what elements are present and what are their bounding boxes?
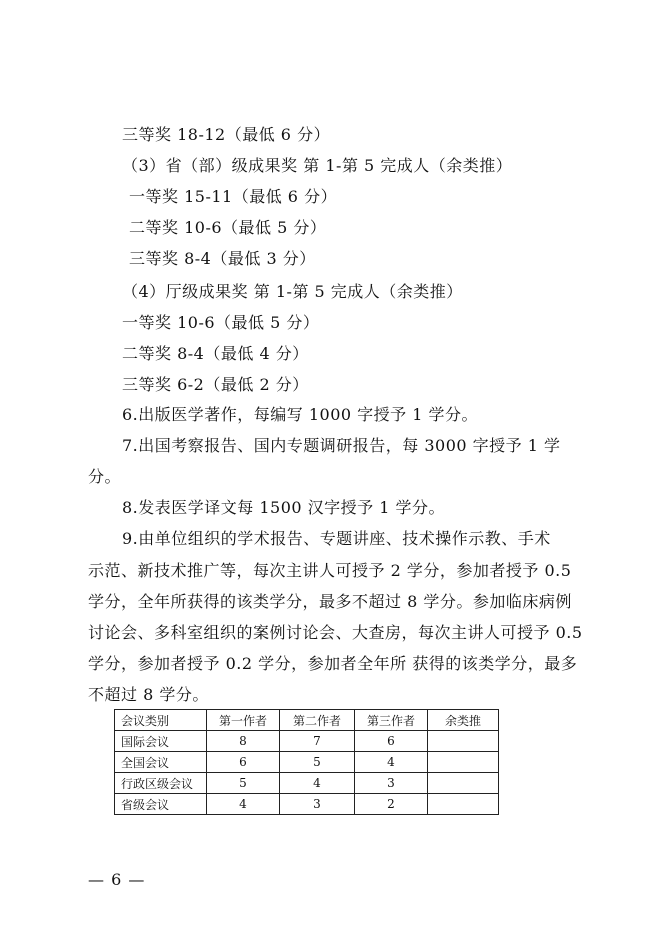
item-9-body: 示范、新技术推广等，每次主讲人可授予 2 学分，参加者授予 0.5 学分，全年所获得的该类学分，最多不超过 8 学分。参加临床病例讨论会、多科室组织的案例讨论会、大查房，每次主讲人可授予 0.5 学分，参加者授予 0.2 学分，参加者全年所 获得的该类学分，最多不超过 8 学分。 — [88, 561, 583, 704]
provincial-award-third: 三等奖 8-4（最低 3 分） — [129, 249, 316, 268]
table-header-cell: 会议类别 — [115, 710, 207, 731]
item-6-text: 6.出版医学著作，每编写 1000 字授予 1 学分。 — [122, 405, 479, 424]
table-cell: 行政区级会议 — [115, 773, 207, 794]
table-cell — [428, 794, 499, 815]
department-award-third: 三等奖 6-2（最低 2 分） — [122, 375, 309, 394]
page-number: — 6 — — [88, 870, 146, 889]
table-cell: 8 — [207, 731, 280, 752]
table-cell: 5 — [207, 773, 280, 794]
table-cell: 3 — [355, 773, 428, 794]
table-cell — [428, 773, 499, 794]
table-cell: 4 — [280, 773, 355, 794]
table-cell: 6 — [355, 731, 428, 752]
table-cell: 3 — [280, 794, 355, 815]
table-cell: 6 — [207, 752, 280, 773]
table-cell: 7 — [280, 731, 355, 752]
table-cell: 省级会议 — [115, 794, 207, 815]
table-row — [115, 752, 499, 773]
table-row — [115, 731, 499, 752]
department-award-second: 二等奖 8-4（最低 4 分） — [122, 344, 309, 363]
table-cell: 5 — [280, 752, 355, 773]
table-header-row — [115, 710, 499, 731]
item-7-text: 7.出国考察报告、国内专题调研报告，每 3000 字授予 1 学 — [122, 436, 561, 455]
meeting-credit-table — [114, 709, 499, 815]
table-header-cell: 第三作者 — [355, 710, 428, 731]
item-9-first-line: 9.由单位组织的学术报告、专题讲座、技术操作示教、手术 — [122, 529, 551, 548]
provincial-award-second: 二等奖 10-6（最低 5 分） — [129, 218, 327, 237]
department-award-heading: （4）厅级成果奖 第 1-第 5 完成人（余类推） — [122, 282, 463, 301]
table-cell: 4 — [355, 752, 428, 773]
table-cell: 全国会议 — [115, 752, 207, 773]
table-header-cell: 余类推 — [428, 710, 499, 731]
item-8-text: 8.发表医学译文每 1500 汉字授予 1 学分。 — [122, 498, 446, 517]
table-row — [115, 773, 499, 794]
table-header-cell: 第二作者 — [280, 710, 355, 731]
table-row — [115, 794, 499, 815]
table-cell — [428, 731, 499, 752]
provincial-award-heading: （3）省（部）级成果奖 第 1-第 5 完成人（余类推） — [122, 156, 513, 175]
table-header-cell: 第一作者 — [207, 710, 280, 731]
item-7-continuation: 分。 — [88, 467, 122, 486]
provincial-award-first: 一等奖 15-11（最低 6 分） — [129, 187, 338, 206]
table-cell: 国际会议 — [115, 731, 207, 752]
table-cell: 2 — [355, 794, 428, 815]
table-cell — [428, 752, 499, 773]
table-cell: 4 — [207, 794, 280, 815]
department-award-first: 一等奖 10-6（最低 5 分） — [122, 313, 320, 332]
award-third-grade-1: 三等奖 18-12（最低 6 分） — [122, 125, 331, 144]
